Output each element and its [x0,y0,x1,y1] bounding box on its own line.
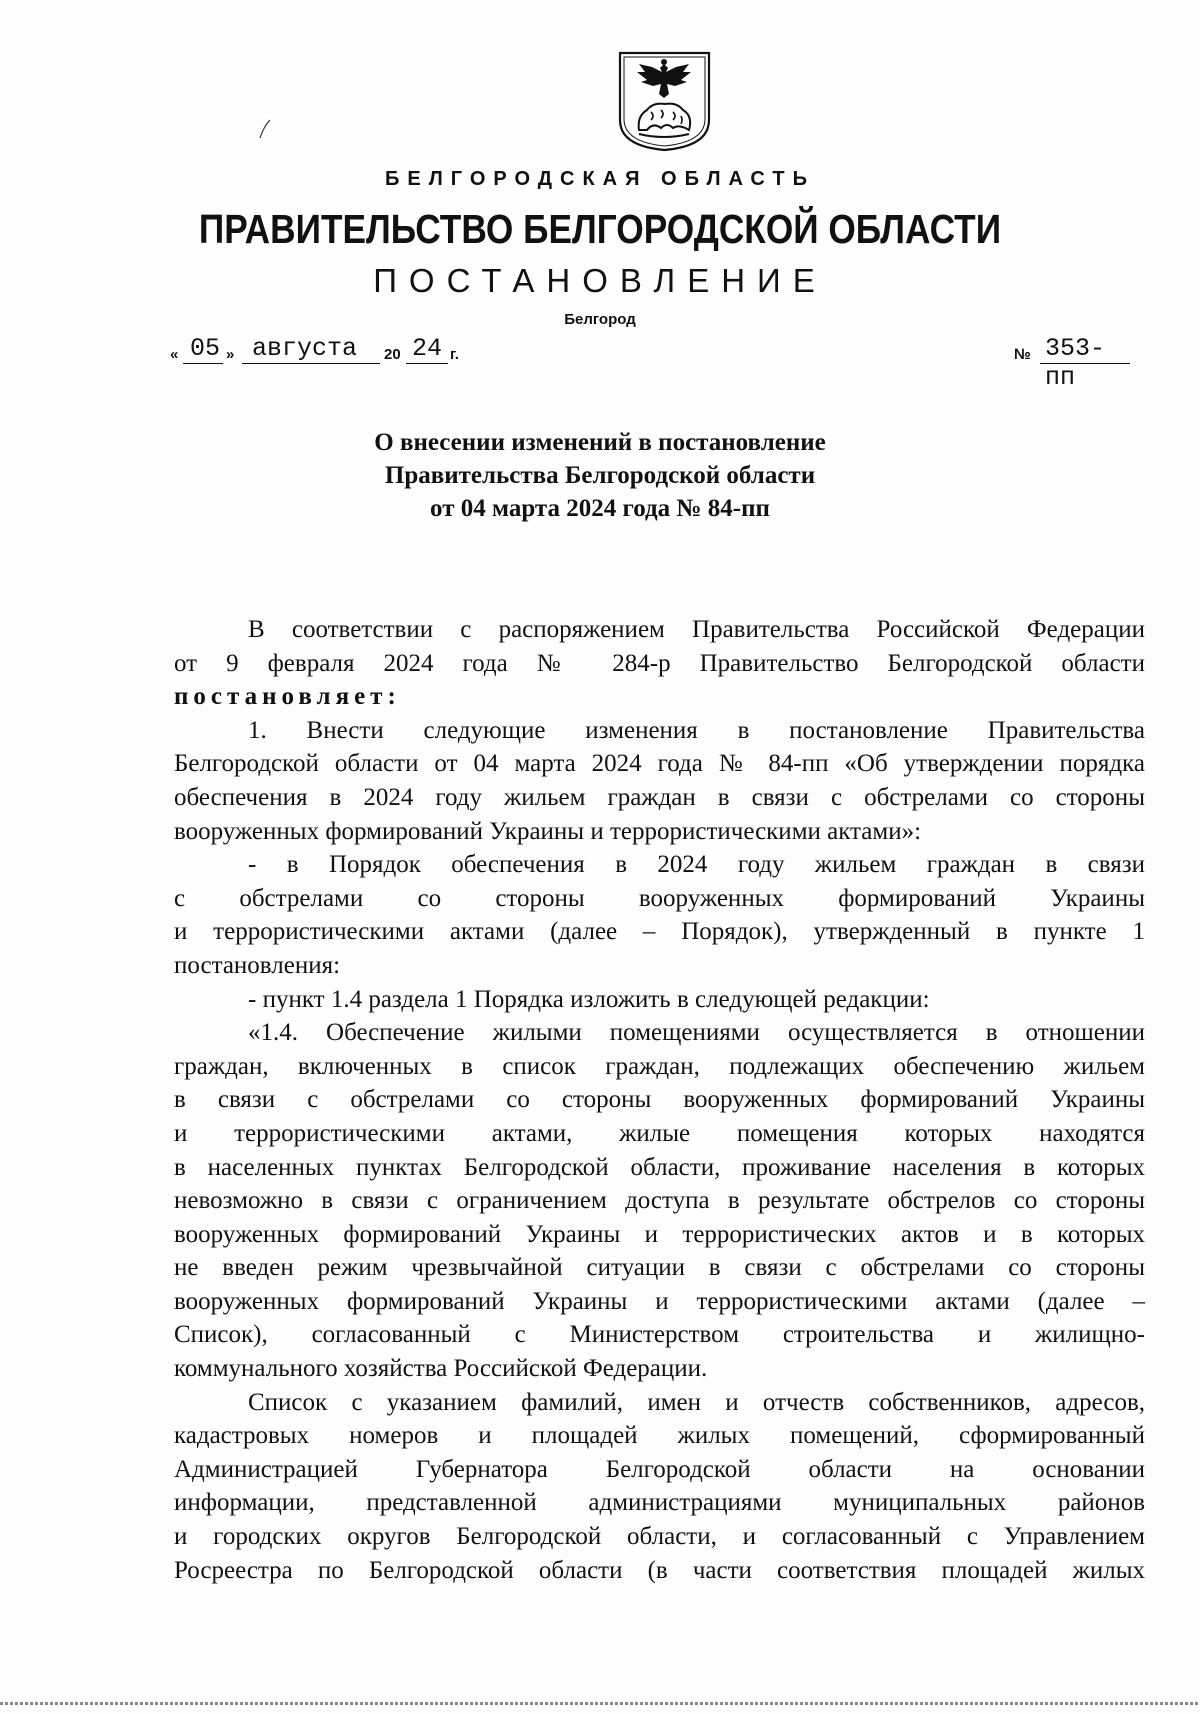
day-underline [183,363,223,364]
city-name: Белгород [564,311,636,328]
month-underline [242,363,380,364]
body-line: постановления: [174,951,341,979]
body-line: от 9 февраля 2024 года № 284-р Правительство Белгородской области [174,649,1145,677]
body-line: вооруженных формирований Украины и террористическими актами»: [174,817,922,845]
document-body [174,613,1145,1587]
year-underline [406,363,448,364]
body-line: Список с указанием фамилий, имен и отчеств собственников, адресов, [248,1388,1145,1416]
decree-number: 353-пп [1045,334,1106,392]
body-line: с обстрелами со стороны вооруженных формирований Украины [174,884,1145,912]
date-number-row [170,332,1130,392]
decides-word: постановляет: [174,683,401,711]
decree-day: 05 [190,334,221,363]
body-line: Белгородской области от 04 марта 2024 года № 84-пп «Об утверждении порядка [174,750,1145,778]
body-line: Росреестра по Белгородской области (в части соответствия площадей жилых [174,1556,1145,1584]
decree-year: 24 [412,334,443,363]
coat-of-arms-icon [617,50,712,152]
body-line [174,680,1145,714]
body-line: информации, представленной администрациями муниципальных районов [174,1489,1145,1517]
region-name: БЕЛГОРОДСКАЯ ОБЛАСТЬ [385,168,815,190]
title-line: от 04 марта 2024 года № 84-пп [430,495,770,522]
document-title [0,426,1200,525]
body-line: «1.4. Обеспечение жилыми помещениями осуществляется в отношении [248,1019,1145,1047]
body-line: в населенных пунктах Белгородской области, проживание населения в которых [174,1153,1145,1181]
body-line: граждан, включенных в список граждан, подлежащих обеспечению жильем [174,1052,1145,1080]
stray-pen-mark [258,118,272,140]
body-line: Администрацией Губернатора Белгородской области на основании [174,1455,1145,1483]
number-label: № [1014,346,1031,363]
title-line: О внесении изменений в постановление [374,429,826,456]
body-line: коммунального хозяйства Российской Федерации. [174,1355,708,1383]
body-line: невозможно в связи с ограничением доступа в результате обстрелов со стороны [174,1187,1145,1215]
body-line: вооруженных формирований Украины и террористических актов и в которых [174,1220,1145,1248]
close-quote: » [226,346,235,363]
scan-edge-line [0,1702,1200,1705]
body-line: не введен режим чрезвычайной ситуации в связи с обстрелами со стороны [174,1254,1145,1282]
body-line: - пункт 1.4 раздела 1 Порядка изложить в следующей редакции: [248,985,930,1013]
body-line: обеспечения в 2024 году жильем граждан в связи с обстрелами со стороны [174,783,1145,811]
number-underline [1040,363,1130,364]
document-type: ПОСТАНОВЛЕНИЕ [373,262,827,299]
body-line: В соответствии с распоряжением Правительства Российской Федерации [248,616,1145,643]
body-line: Список), согласованный с Министерством строительства и жилищно- [174,1321,1145,1349]
body-line: - в Порядок обеспечения в 2024 году жильем граждан в связи [248,851,1145,879]
body-line: и городских округов Белгородской области, и согласованный с Управлением [174,1523,1145,1551]
year-suffix: г. [450,346,459,363]
open-quote: « [170,346,179,363]
government-name: ПРАВИТЕЛЬСТВО БЕЛГОРОДСКОЙ ОБЛАСТИ [198,206,1002,252]
body-line: и террористическими актами, жилые помещения которых находятся [174,1119,1145,1147]
body-line: вооруженных формирований Украины и террористическими актами (далее – [174,1287,1145,1315]
body-line: кадастровых номеров и площадей жилых помещений, сформированный [174,1422,1145,1450]
title-line: Правительства Белгородской области [384,462,816,489]
year-century: 20 [384,346,401,363]
body-line: в связи с обстрелами со стороны вооруженных формирований Украины [174,1086,1145,1114]
body-line: 1. Внести следующие изменения в постановление Правительства [248,716,1145,744]
body-line: и террористическими актами (далее – Порядок), утвержденный в пункте 1 [174,918,1145,946]
decree-month: августа [252,334,358,363]
